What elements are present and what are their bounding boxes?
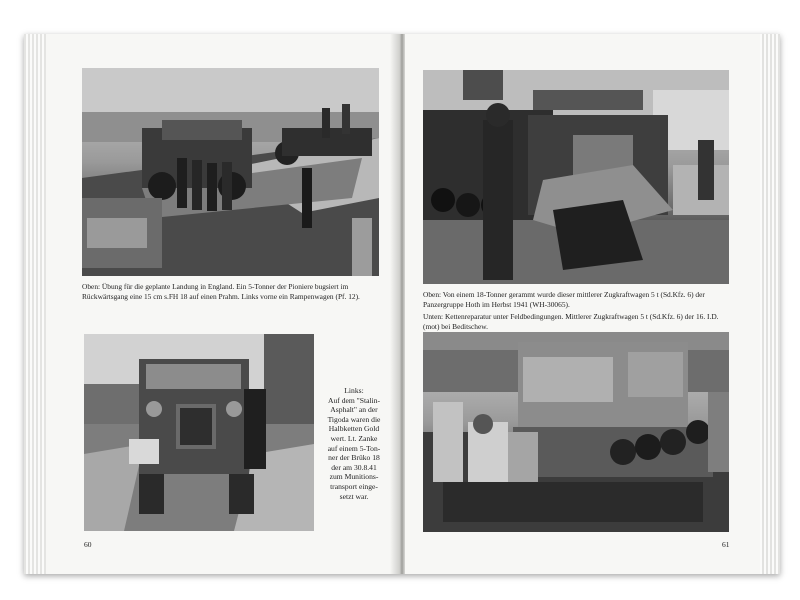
side-caption-line: der am 30.8.41 <box>331 462 377 472</box>
side-caption-line: setzt war. <box>339 491 369 501</box>
page-edges-left <box>24 34 46 574</box>
page-edges-right <box>760 34 780 574</box>
right-page <box>405 34 780 574</box>
left-page <box>24 34 399 574</box>
page-number-left: 60 <box>84 540 92 549</box>
page-number-right: 61 <box>722 540 730 549</box>
caption-landing-exercise: Oben: Übung für die geplante Landung in England. Ein 5-Tonner der Pioniere bugsiert im Rückwärtsgang eine 15 cm s.FH 18 auf einen Prahm. Links vorne ein Rampenwagen (Pf. 12). <box>82 282 360 301</box>
photo-halftrack-mud <box>84 334 314 531</box>
caption-oben: Oben: Von einem 18-Tonner gerammt wurde dieser mittlerer Zugkraftwagen 5 t (Sd.Kfz. 6) der Panzergruppe Hoth im Herbst 1941 (WH-30065). <box>423 290 705 309</box>
photo-track-repair-image <box>423 332 729 532</box>
photo-rammed-halftrack <box>423 70 729 284</box>
side-caption-line: Links: <box>344 386 364 395</box>
open-book <box>24 34 780 574</box>
photo-landing-exercise <box>82 68 379 276</box>
photo-halftrack-mud-image <box>84 334 314 531</box>
photo-landing-exercise-image <box>82 68 379 276</box>
side-caption-line: transport einge- <box>330 481 378 491</box>
side-caption-line: Asphalt" an der <box>330 405 378 415</box>
side-caption-line: auf einem 5-Ton- <box>327 443 381 453</box>
caption-unten: Unten: Kettenreparatur unter Feldbedingungen. Mittlerer Zugkraftwagen 5 t (Sd.Kfz. 6) der 16. I.D. (mot) bei Beditschew. <box>423 312 719 331</box>
side-caption-line: Auf dem "Stalin- <box>327 395 381 405</box>
side-caption-line: wert. Lt. Zanke <box>330 433 378 443</box>
side-caption-line: Halbketten Gold <box>328 424 380 434</box>
side-caption-links <box>327 386 381 501</box>
side-caption-line: zum Munitions- <box>329 472 379 482</box>
photo-track-repair <box>423 332 729 532</box>
side-caption-line: Tigoda waren die <box>327 414 381 424</box>
photo-rammed-halftrack-image <box>423 70 729 284</box>
side-caption-line: ner der Brüko 18 <box>328 453 380 463</box>
